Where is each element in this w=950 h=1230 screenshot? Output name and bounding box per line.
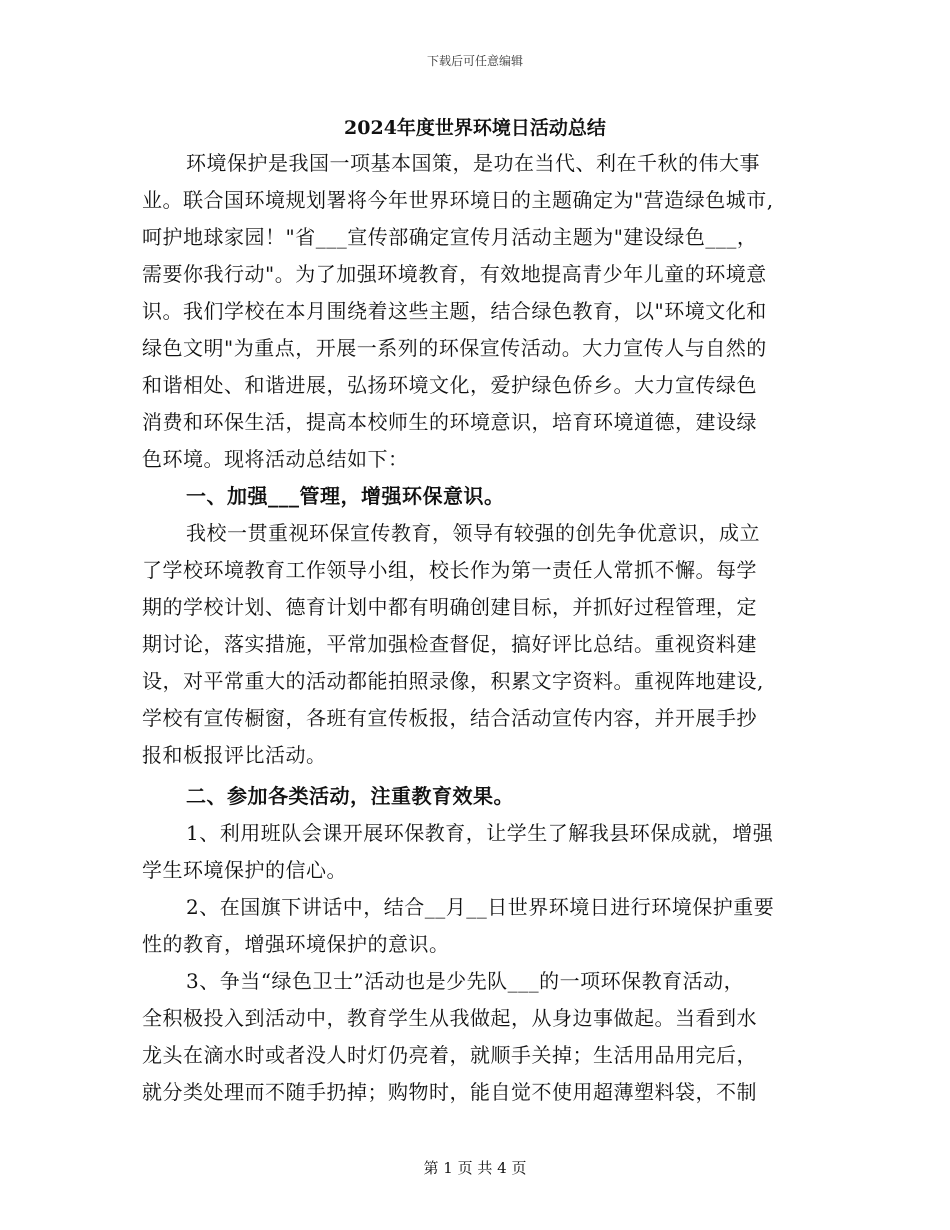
page-header-note: 下载后可任意编辑 [426, 54, 523, 68]
paragraph-line: 消费和环保生活，提高本校师生的环境意识，培育环境道德，建设绿 [142, 410, 757, 434]
page-number: 第 1 页 共 4 页 [423, 1159, 527, 1177]
paragraph-line: 环境保护是我国一项基本国策，是功在当代、利在千秋的伟大事 [186, 151, 760, 175]
list-item-line: 1、利用班队会课开展环保教育，让学生了解我县环保成就，增强 [186, 821, 774, 845]
list-item-line: 就分类处理而不随手扔掉；购物时，能自觉不使用超薄塑料袋，不制 [142, 1080, 757, 1104]
document-body [142, 145, 812, 1111]
document-title: 2024年度世界环境日活动总结 [344, 117, 606, 139]
section-heading: 二、参加各类活动，注重教育效果。 [186, 784, 514, 808]
paragraph-line: 设，对平常重大的活动都能拍照录像，积累文字资料。重视阵地建设, [142, 669, 764, 693]
section-heading: 一、加强___管理，增强环保意识。 [186, 484, 505, 508]
paragraph-line: 期讨论，落实措施，平常加强检查督促，搞好评比总结。重视资料建 [142, 632, 757, 656]
paragraph-line: 学校有宣传橱窗，各班有宣传板报，结合活动宣传内容，并开展手抄 [142, 706, 757, 730]
paragraph-line: 业。联合国环境规划署将今年世界环境日的主题确定为"营造绿色城市, [142, 188, 774, 212]
list-item-line: 全积极投入到活动中，教育学生从我做起，从身边事做起。当看到水 [142, 1006, 757, 1030]
list-item-line: 学生环境保护的信心。 [142, 858, 347, 882]
paragraph-line: 了学校环境教育工作领导小组，校长作为第一责任人常抓不懈。每学 [142, 558, 757, 582]
list-item-line: 性的教育，增强环境保护的意识。 [142, 932, 450, 956]
paragraph-line: 色环境。现将活动总结如下： [142, 447, 409, 471]
list-item-line: 龙头在滴水时或者没人时灯仍亮着，就顺手关掉；生活用品用完后， [142, 1043, 757, 1067]
paragraph-line: 呵护地球家园！"省___宣传部确定宣传月活动主题为"建设绿色___， [142, 225, 758, 249]
paragraph-line: 和谐相处、和谐进展，弘扬环境文化，爱护绿色侨乡。大力宣传绿色 [142, 373, 757, 397]
paragraph-line: 报和板报评比活动。 [142, 743, 327, 767]
paragraph-line: 识。我们学校在本月围绕着这些主题，结合绿色教育，以"环境文化和 [142, 299, 767, 323]
paragraph-line: 绿色文明"为重点，开展一系列的环保宣传活动。大力宣传人与自然的 [142, 336, 767, 360]
paragraph-line: 需要你我行动"。为了加强环境教育，有效地提高青少年儿童的环境意 [142, 262, 767, 286]
paragraph-line: 我校一贯重视环保宣传教育，领导有较强的创先争优意识，成立 [186, 521, 760, 545]
list-item-line: 2、在国旗下讲话中，结合__月__日世界环境日进行环境保护重要 [186, 895, 775, 919]
paragraph-line: 期的学校计划、德育计划中都有明确创建目标，并抓好过程管理，定 [142, 595, 757, 619]
list-item-line: 3、争当“绿色卫士”活动也是少先队___的一项环保教育活动， [186, 969, 745, 993]
